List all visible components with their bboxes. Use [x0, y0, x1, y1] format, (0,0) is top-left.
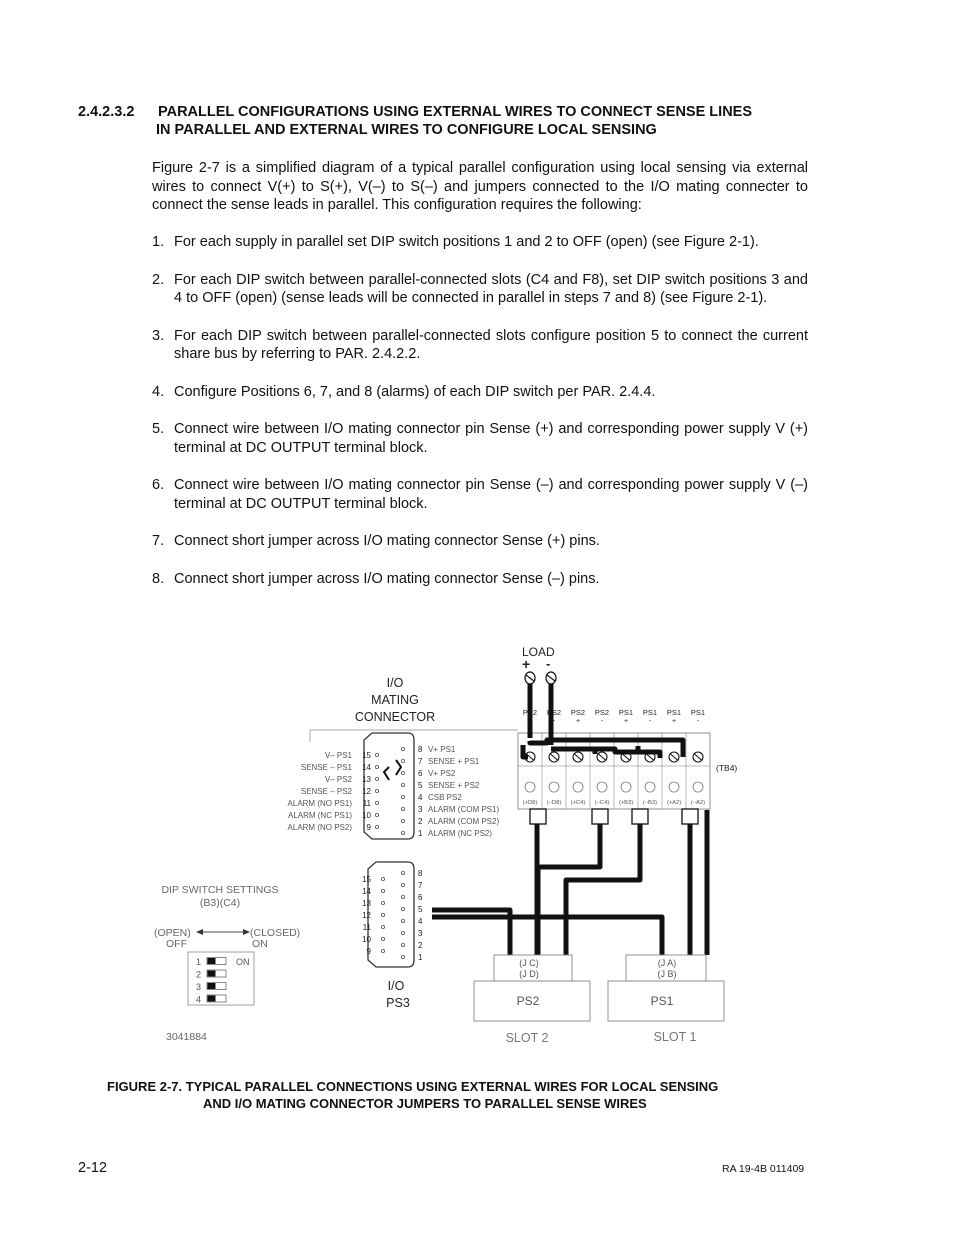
pin-hole — [401, 831, 404, 834]
dip-closed-label: (CLOSED) — [250, 927, 301, 939]
pin-label: SENSE – PS2 — [300, 787, 352, 796]
dip-title-1: DIP SWITCH SETTINGS — [161, 884, 279, 896]
pin-hole — [401, 955, 404, 958]
list-item: 7. Connect short jumper across I/O mating connector Sense (+) pins. — [152, 533, 600, 549]
pin-label: CSB PS2 — [428, 793, 462, 802]
pin-hole — [401, 943, 404, 946]
slot2-label: SLOT 2 — [505, 1031, 549, 1045]
load-plus: + — [522, 656, 531, 672]
tb-bottom-label: (–C4) — [594, 800, 610, 806]
pin-hole — [381, 877, 384, 880]
ps1-label: PS1 — [650, 994, 674, 1008]
pin-number: 3 — [418, 929, 423, 938]
dip-toggle — [208, 958, 216, 964]
tb-top-label: PS2 — [546, 708, 562, 717]
pin-hole — [401, 807, 404, 810]
dip-position-number: 2 — [196, 969, 202, 980]
pin-hole — [401, 931, 404, 934]
pin-hole — [401, 883, 404, 886]
slot1-label: SLOT 1 — [653, 1030, 697, 1044]
document-id: RA 19-4B 011409 — [722, 1163, 805, 1175]
pin-number: 7 — [418, 757, 423, 766]
dip-toggle — [208, 971, 216, 977]
dip-arrow-icon — [196, 929, 250, 935]
figure-caption — [107, 1078, 718, 1112]
dip-position-number: 4 — [196, 994, 202, 1005]
list-item: 6. Connect wire between I/O mating connector pin Sense (–) and corresponding power supply V (–) terminal at DC OUTPUT terminal block. — [152, 477, 808, 512]
pin-number: 6 — [418, 769, 423, 778]
pin-hole — [381, 889, 384, 892]
terminal-hole — [597, 782, 607, 792]
slot2-conn-label-2: (J D) — [519, 969, 539, 979]
pin-hole — [381, 937, 384, 940]
pin-number: 10 — [362, 935, 371, 944]
dip-on-marker: ON — [236, 957, 250, 967]
pin-number: 1 — [418, 953, 423, 962]
page-number: 2-12 — [78, 1160, 108, 1176]
tb-top-label: PS1 — [618, 708, 634, 717]
mating-connector-body — [364, 733, 414, 839]
terminal-hole — [573, 782, 583, 792]
pin-number: 6 — [418, 893, 423, 902]
list-item: 3. For each DIP switch between parallel-connected slots configure position 5 to connect the current share bus by referring to PAR. 2.4.2.2. — [152, 327, 808, 362]
intro-paragraph: Figure 2-7 is a simplified diagram of a typical parallel configuration using local sensing via external wires to connect V(+) to S(+), V(–) to S(–) and jumpers connected to the I/O mating connecter to connect the sense leads in parallel. This configuration requires the following: — [152, 160, 808, 213]
pin-hole — [381, 949, 384, 952]
dip-position-number: 1 — [196, 957, 202, 967]
dip-off-label: OFF — [166, 938, 187, 950]
pin-hole — [401, 747, 404, 750]
mating-connector-pins — [375, 747, 404, 834]
pin-hole — [401, 783, 404, 786]
ps3-connector-body — [368, 862, 414, 967]
terminal-hole — [669, 782, 679, 792]
slot1-conn-label-1: (J A) — [657, 958, 677, 968]
pin-hole — [401, 819, 404, 822]
ps2-label: PS2 — [516, 994, 540, 1008]
pin-number: 13 — [362, 775, 371, 784]
tb-bottom-label: (–B3) — [642, 800, 658, 806]
tb-top-label: PS2 — [522, 708, 538, 717]
connector-label-2: MATING — [371, 693, 419, 707]
dip-title-2: (B3)(C4) — [199, 897, 241, 909]
connector-label-1: I/O — [386, 676, 404, 690]
pin-hole — [401, 907, 404, 910]
wiring-diagram — [150, 640, 750, 1055]
pin-number: 5 — [418, 781, 423, 790]
pin-hole — [401, 771, 404, 774]
wire-boots — [530, 809, 698, 824]
pin-hole — [375, 813, 378, 816]
terminal-block — [518, 708, 710, 809]
tb-polarity: - — [696, 718, 700, 725]
tb-polarity: - — [600, 718, 604, 725]
pin-number: 5 — [418, 905, 423, 914]
load-label: LOAD — [522, 645, 555, 659]
list-item: 2. For each DIP switch between parallel-connected slots (C4 and F8), set DIP switch positions 3 and 4 to OFF (open) (sense leads will be connected in parallel in steps 7 and 8) (see Figure 2-1). — [152, 271, 808, 306]
terminal-hole — [621, 782, 631, 792]
tb-bottom-label: (+D8) — [522, 800, 538, 806]
pin-label: ALARM (COM PS1) — [428, 805, 500, 814]
pin-number: 13 — [362, 899, 371, 908]
pin-number: 4 — [418, 793, 423, 802]
tb-top-label: PS2 — [570, 708, 586, 717]
list-item: 5. Connect wire between I/O mating connector pin Sense (+) and corresponding power supply V (+) terminal at DC OUTPUT terminal block. — [152, 421, 808, 456]
tb-bottom-label: (–A2) — [690, 800, 706, 806]
drawing-number: 3041884 — [166, 1031, 207, 1043]
pin-number: 15 — [362, 751, 371, 760]
caption-line1: FIGURE 2-7. TYPICAL PARALLEL CONNECTIONS USING EXTERNAL WIRES FOR LOCAL SENSING — [107, 1079, 719, 1094]
ps3-label-2: PS3 — [386, 996, 410, 1010]
terminal-hole — [645, 782, 655, 792]
pin-number: 11 — [362, 923, 371, 932]
dip-open-label: (OPEN) — [154, 927, 191, 939]
tb-polarity: - — [552, 718, 556, 725]
dip-toggle — [208, 983, 216, 989]
tb-polarity: + — [671, 718, 677, 725]
right-pin-labels — [418, 745, 499, 838]
pin-label: V+ PS2 — [428, 769, 456, 778]
pin-label: SENSE + PS1 — [428, 757, 480, 766]
step-list — [152, 233, 808, 588]
pin-hole — [375, 777, 378, 780]
terminal-hole — [525, 782, 535, 792]
pin-label: ALARM (NO PS1) — [287, 799, 352, 808]
pin-label: ALARM (NC PS2) — [428, 829, 493, 838]
section-heading — [78, 103, 752, 139]
pin-number: 12 — [362, 911, 371, 920]
load-terminals — [525, 672, 556, 684]
pin-hole — [375, 825, 378, 828]
pin-number: 9 — [366, 947, 371, 956]
connector-label-3: CONNECTOR — [354, 710, 436, 724]
pin-hole — [375, 789, 378, 792]
terminal-hole — [693, 782, 703, 792]
tb-top-label: PS2 — [594, 708, 610, 717]
sense-minus-jumper — [384, 767, 389, 780]
wiring-diagram-svg — [150, 640, 750, 1055]
pin-label: V+ PS1 — [428, 745, 456, 754]
load-minus: - — [546, 656, 551, 671]
pin-hole — [401, 895, 404, 898]
pin-number: 1 — [418, 829, 423, 838]
pin-label: SENSE – PS1 — [300, 763, 352, 772]
pin-label: ALARM (NC PS1) — [287, 811, 352, 820]
pin-number: 11 — [362, 799, 371, 808]
slot2-conn-label-1: (J C) — [519, 958, 539, 968]
sense-plus-jumper — [396, 760, 401, 775]
tb-polarity: + — [623, 718, 629, 725]
pin-hole — [401, 795, 404, 798]
pin-number: 2 — [418, 941, 423, 950]
pin-hole — [401, 919, 404, 922]
pin-hole — [375, 801, 378, 804]
pin-number: 8 — [418, 745, 423, 754]
pin-number: 4 — [418, 917, 423, 926]
tb-top-label: PS1 — [642, 708, 658, 717]
pin-hole — [381, 913, 384, 916]
tb-top-label: PS1 — [666, 708, 682, 717]
tb-bottom-label: (–D8) — [546, 800, 562, 806]
pin-number: 14 — [362, 763, 371, 772]
pin-hole — [401, 759, 404, 762]
pin-number: 3 — [418, 805, 423, 814]
section-title-line2: IN PARALLEL AND EXTERNAL WIRES TO CONFIGURE LOCAL SENSING — [156, 122, 657, 138]
pin-label: V– PS1 — [324, 751, 352, 760]
tb-polarity: + — [575, 718, 581, 725]
tb-bottom-label: (+C4) — [570, 800, 586, 806]
pin-number: 8 — [418, 869, 423, 878]
section-title-line1: PARALLEL CONFIGURATIONS USING EXTERNAL WIRES TO CONNECT SENSE LINES — [158, 104, 753, 120]
pin-hole — [401, 871, 404, 874]
ps3-connector-pins — [381, 871, 404, 958]
pin-hole — [375, 765, 378, 768]
left-pin-labels — [288, 751, 372, 832]
tb-top-label: PS1 — [690, 708, 706, 717]
caption-line2: AND I/O MATING CONNECTOR JUMPERS TO PARALLEL SENSE WIRES — [203, 1096, 647, 1111]
pin-number: 2 — [418, 817, 423, 826]
pin-hole — [381, 925, 384, 928]
terminal-hole — [549, 782, 559, 792]
tb-bottom-label: (+B3) — [618, 800, 634, 806]
pin-label: ALARM (NO PS2) — [287, 823, 352, 832]
tb-label: (TB4) — [716, 763, 738, 773]
tb-polarity: + — [527, 718, 533, 725]
pin-label: V– PS2 — [324, 775, 352, 784]
slot1-conn-label-2: (J B) — [657, 969, 677, 979]
dip-position-number: 3 — [196, 982, 202, 992]
pin-number: 9 — [366, 823, 371, 832]
list-item: 4. Configure Positions 6, 7, and 8 (alarms) of each DIP switch per PAR. 2.4.4. — [152, 383, 656, 400]
ps3-label-1: I/O — [387, 979, 405, 993]
pin-hole — [381, 901, 384, 904]
pin-number: 7 — [418, 881, 423, 890]
pin-number: 10 — [362, 811, 371, 820]
pin-number: 15 — [362, 875, 371, 884]
pin-label: ALARM (COM PS2) — [428, 817, 500, 826]
dip-toggle — [208, 996, 216, 1002]
list-item: 8. Connect short jumper across I/O mating connector Sense (–) pins. — [152, 570, 600, 587]
tb-bottom-label: (+A2) — [666, 800, 682, 806]
dip-switch-rows — [196, 957, 226, 1005]
pin-hole — [375, 753, 378, 756]
section-number: 2.4.2.3.2 — [78, 104, 135, 120]
list-item: 1. For each supply in parallel set DIP switch positions 1 and 2 to OFF (open) (see Figure 2-1). — [152, 234, 759, 250]
pin-label: SENSE + PS2 — [428, 781, 480, 790]
dip-on-label: ON — [252, 938, 268, 950]
pin-number: 12 — [362, 787, 371, 796]
pin-number: 14 — [362, 887, 371, 896]
tb-polarity: - — [648, 718, 652, 725]
